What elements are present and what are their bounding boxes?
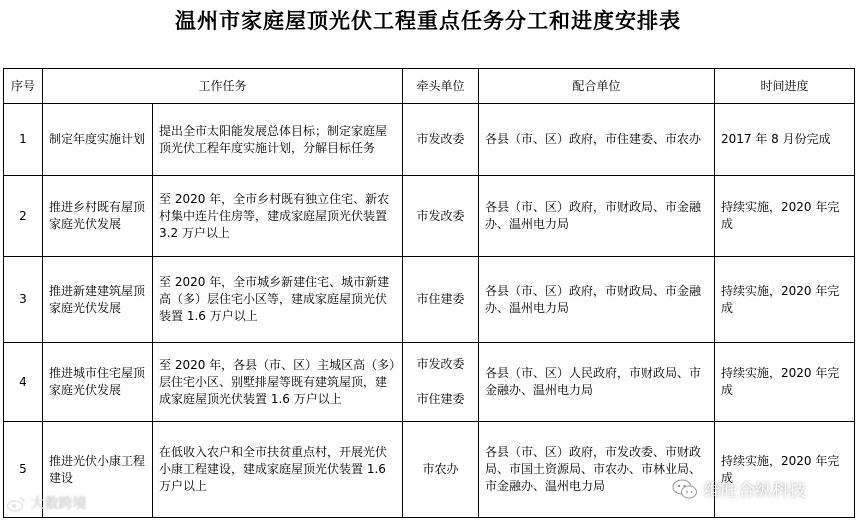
row-time-cell: 持续实施，2020 年完成 xyxy=(715,422,855,518)
row-detail-cell: 提出全市太阳能发展总体目标；制定家庭屋顶光伏工程年度实施计划，分解目标任务 xyxy=(153,104,403,176)
header-lead: 牵头单位 xyxy=(403,69,479,104)
row-coop-cell: 各县（市、区）政府，市住建委、市农办 xyxy=(479,104,715,176)
table-row xyxy=(4,104,855,176)
watermark-left xyxy=(6,493,86,513)
row-lead-cell xyxy=(403,257,479,343)
weibo-logo-icon xyxy=(6,496,26,512)
watermark-left-text: 大数跨境 xyxy=(30,496,87,512)
row-coop-cell: 各县（市、区）人民政府，市财政局、市金融办、温州电力局 xyxy=(479,343,715,422)
table-header-row xyxy=(4,69,855,104)
row-lead-cell xyxy=(403,343,479,422)
row-time-cell: 2017 年 8 月份完成 xyxy=(715,104,855,176)
row-seq-cell: 5 xyxy=(4,422,43,518)
header-time: 时间进度 xyxy=(715,69,855,104)
row-detail-cell: 至 2020 年，各县（市、区）主城区高（多）层住宅小区、别墅排屋等既有建筑屋顶，建成家庭屋顶光伏装置 1.6 万户以上 xyxy=(153,343,403,422)
row-detail-cell: 至 2020 年，全市城乡新建住宅、城市新建高（多）层住宅小区等，建成家庭屋顶光伏装置 1.6 万户以上 xyxy=(153,257,403,343)
header-seq: 序号 xyxy=(4,69,43,104)
row-seq-cell: 1 xyxy=(4,104,43,176)
lead-unit: 市发改委 xyxy=(416,357,465,371)
page-title: 温州市家庭屋顶光伏工程重点任务分工和进度安排表 xyxy=(175,8,681,33)
row-detail-cell: 在低收入农户和全市扶贫重点村，开展光伏小康工程建设，建成家庭屋顶光伏装置 1.6 万户以上 xyxy=(153,422,403,518)
lead-unit: 市发改委 xyxy=(416,208,465,223)
lead-unit: 市住建委 xyxy=(416,292,465,306)
table-row xyxy=(4,422,855,518)
row-task-cell: 推进乡村既有屋顶家庭光伏发展 xyxy=(43,176,153,257)
row-task-cell: 推进光伏小康工程建设 xyxy=(43,422,153,518)
row-task-cell: 推进城市住宅屋顶家庭光伏发展 xyxy=(43,343,153,422)
row-coop-cell: 各县（市、区）政府，市发改委、市财政局、市国土资源局、市农办、市林业局、市金融办、温州电力局 xyxy=(479,422,715,518)
table-row xyxy=(4,257,855,343)
lead-unit: 市农办 xyxy=(422,462,459,476)
watermark-right-text: 维旺合纵科技 xyxy=(704,481,806,501)
watermark-right xyxy=(672,476,806,501)
row-coop-cell: 各县（市、区）政府，市财政局、市金融办、温州电力局 xyxy=(479,257,715,343)
row-lead-cell xyxy=(403,104,479,176)
header-coop: 配合单位 xyxy=(479,69,715,104)
header-task: 工作任务 xyxy=(43,69,403,104)
row-lead-cell xyxy=(403,422,479,518)
task-table xyxy=(3,68,855,518)
row-time-cell: 持续实施，2020 年完成 xyxy=(715,343,855,422)
row-seq-cell: 4 xyxy=(4,343,43,422)
lead-unit: 市发改委 xyxy=(416,132,465,146)
row-seq-cell: 2 xyxy=(4,176,43,257)
wechat-logo-icon xyxy=(672,478,698,500)
row-seq-cell: 3 xyxy=(4,257,43,343)
lead-unit: 市住建委 xyxy=(416,392,465,406)
row-time-cell: 持续实施，2020 年完成 xyxy=(715,257,855,343)
row-task-cell: 制定年度实施计划 xyxy=(43,104,153,176)
row-task-cell: 推进新建建筑屋顶家庭光伏发展 xyxy=(43,257,153,343)
table-row xyxy=(4,343,855,422)
table-body xyxy=(4,104,855,518)
row-lead-cell xyxy=(403,176,479,257)
table-row xyxy=(4,176,855,257)
row-time-cell: 持续实施，2020 年完成 xyxy=(715,176,855,257)
row-detail-cell: 至 2020 年，全市乡村既有独立住宅、新农村集中连片住房等，建成家庭屋顶光伏装置 3.2 万户以上 xyxy=(153,176,403,257)
row-coop-cell: 各县（市、区）政府，市财政局、市金融办、温州电力局 xyxy=(479,176,715,257)
